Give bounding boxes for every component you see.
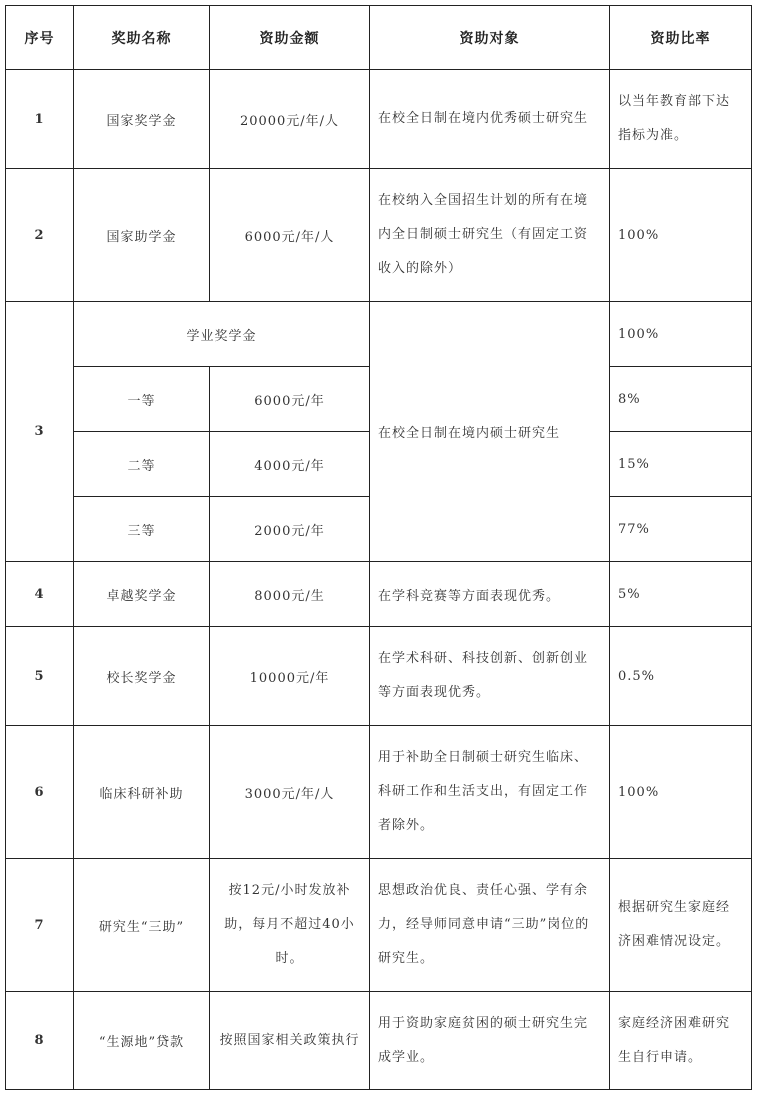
table-row bbox=[6, 992, 752, 1090]
row-no: 8 bbox=[6, 992, 74, 1090]
row-ratio: 0.5% bbox=[610, 627, 752, 726]
level-amount: 4000元/年 bbox=[210, 432, 370, 497]
row-name: 研究生“三助” bbox=[74, 859, 210, 992]
table-row bbox=[6, 169, 752, 302]
row-ratio: 根据研究生家庭经济困难情况设定。 bbox=[610, 859, 752, 992]
row-name: 国家奖学金 bbox=[74, 70, 210, 169]
row-target: 在学术科研、科技创新、创新创业等方面表现优秀。 bbox=[370, 627, 610, 726]
row-amount: 10000元/年 bbox=[210, 627, 370, 726]
header-target: 资助对象 bbox=[370, 6, 610, 70]
row-ratio: 100% bbox=[610, 302, 752, 367]
row-amount: 8000元/生 bbox=[210, 562, 370, 627]
row-name: “生源地”贷款 bbox=[74, 992, 210, 1090]
level-ratio: 77% bbox=[610, 497, 752, 562]
level-name: 一等 bbox=[74, 367, 210, 432]
row-name: 校长奖学金 bbox=[74, 627, 210, 726]
row-ratio: 5% bbox=[610, 562, 752, 627]
row-amount: 20000元/年/人 bbox=[210, 70, 370, 169]
table-row bbox=[6, 302, 752, 367]
level-ratio: 8% bbox=[610, 367, 752, 432]
row-name: 临床科研补助 bbox=[74, 726, 210, 859]
level-amount: 2000元/年 bbox=[210, 497, 370, 562]
row-target: 用于资助家庭贫困的硕士研究生完成学业。 bbox=[370, 992, 610, 1090]
row-no: 7 bbox=[6, 859, 74, 992]
header-no: 序号 bbox=[6, 6, 74, 70]
row-amount: 6000元/年/人 bbox=[210, 169, 370, 302]
row-no: 3 bbox=[6, 302, 74, 562]
row-name: 学业奖学金 bbox=[74, 302, 370, 367]
row-name: 国家助学金 bbox=[74, 169, 210, 302]
row-no: 5 bbox=[6, 627, 74, 726]
row-amount: 按照国家相关政策执行 bbox=[210, 992, 370, 1090]
table-row bbox=[6, 70, 752, 169]
row-target: 在校全日制在境内优秀硕士研究生 bbox=[370, 70, 610, 169]
header-row bbox=[6, 6, 752, 70]
row-target: 在校全日制在境内硕士研究生 bbox=[370, 302, 610, 562]
row-target: 在校纳入全国招生计划的所有在境内全日制硕士研究生（有固定工资收入的除外） bbox=[370, 169, 610, 302]
table-row bbox=[6, 627, 752, 726]
scholarship-table bbox=[5, 5, 752, 1090]
row-target: 用于补助全日制硕士研究生临床、科研工作和生活支出，有固定工作者除外。 bbox=[370, 726, 610, 859]
row-amount: 3000元/年/人 bbox=[210, 726, 370, 859]
row-target: 思想政治优良、责任心强、学有余力，经导师同意申请“三助”岗位的研究生。 bbox=[370, 859, 610, 992]
row-no: 2 bbox=[6, 169, 74, 302]
row-no: 1 bbox=[6, 70, 74, 169]
row-name: 卓越奖学金 bbox=[74, 562, 210, 627]
row-ratio: 100% bbox=[610, 726, 752, 859]
level-name: 三等 bbox=[74, 497, 210, 562]
row-target: 在学科竞赛等方面表现优秀。 bbox=[370, 562, 610, 627]
row-ratio: 以当年教育部下达指标为准。 bbox=[610, 70, 752, 169]
row-no: 4 bbox=[6, 562, 74, 627]
row-ratio: 家庭经济困难研究生自行申请。 bbox=[610, 992, 752, 1090]
row-amount: 按12元/小时发放补助，每月不超过40小时。 bbox=[210, 859, 370, 992]
level-amount: 6000元/年 bbox=[210, 367, 370, 432]
table-row bbox=[6, 859, 752, 992]
level-ratio: 15% bbox=[610, 432, 752, 497]
header-ratio: 资助比率 bbox=[610, 6, 752, 70]
row-ratio: 100% bbox=[610, 169, 752, 302]
row-no: 6 bbox=[6, 726, 74, 859]
table-row bbox=[6, 726, 752, 859]
header-name: 奖助名称 bbox=[74, 6, 210, 70]
table-row bbox=[6, 562, 752, 627]
level-name: 二等 bbox=[74, 432, 210, 497]
header-amount: 资助金额 bbox=[210, 6, 370, 70]
